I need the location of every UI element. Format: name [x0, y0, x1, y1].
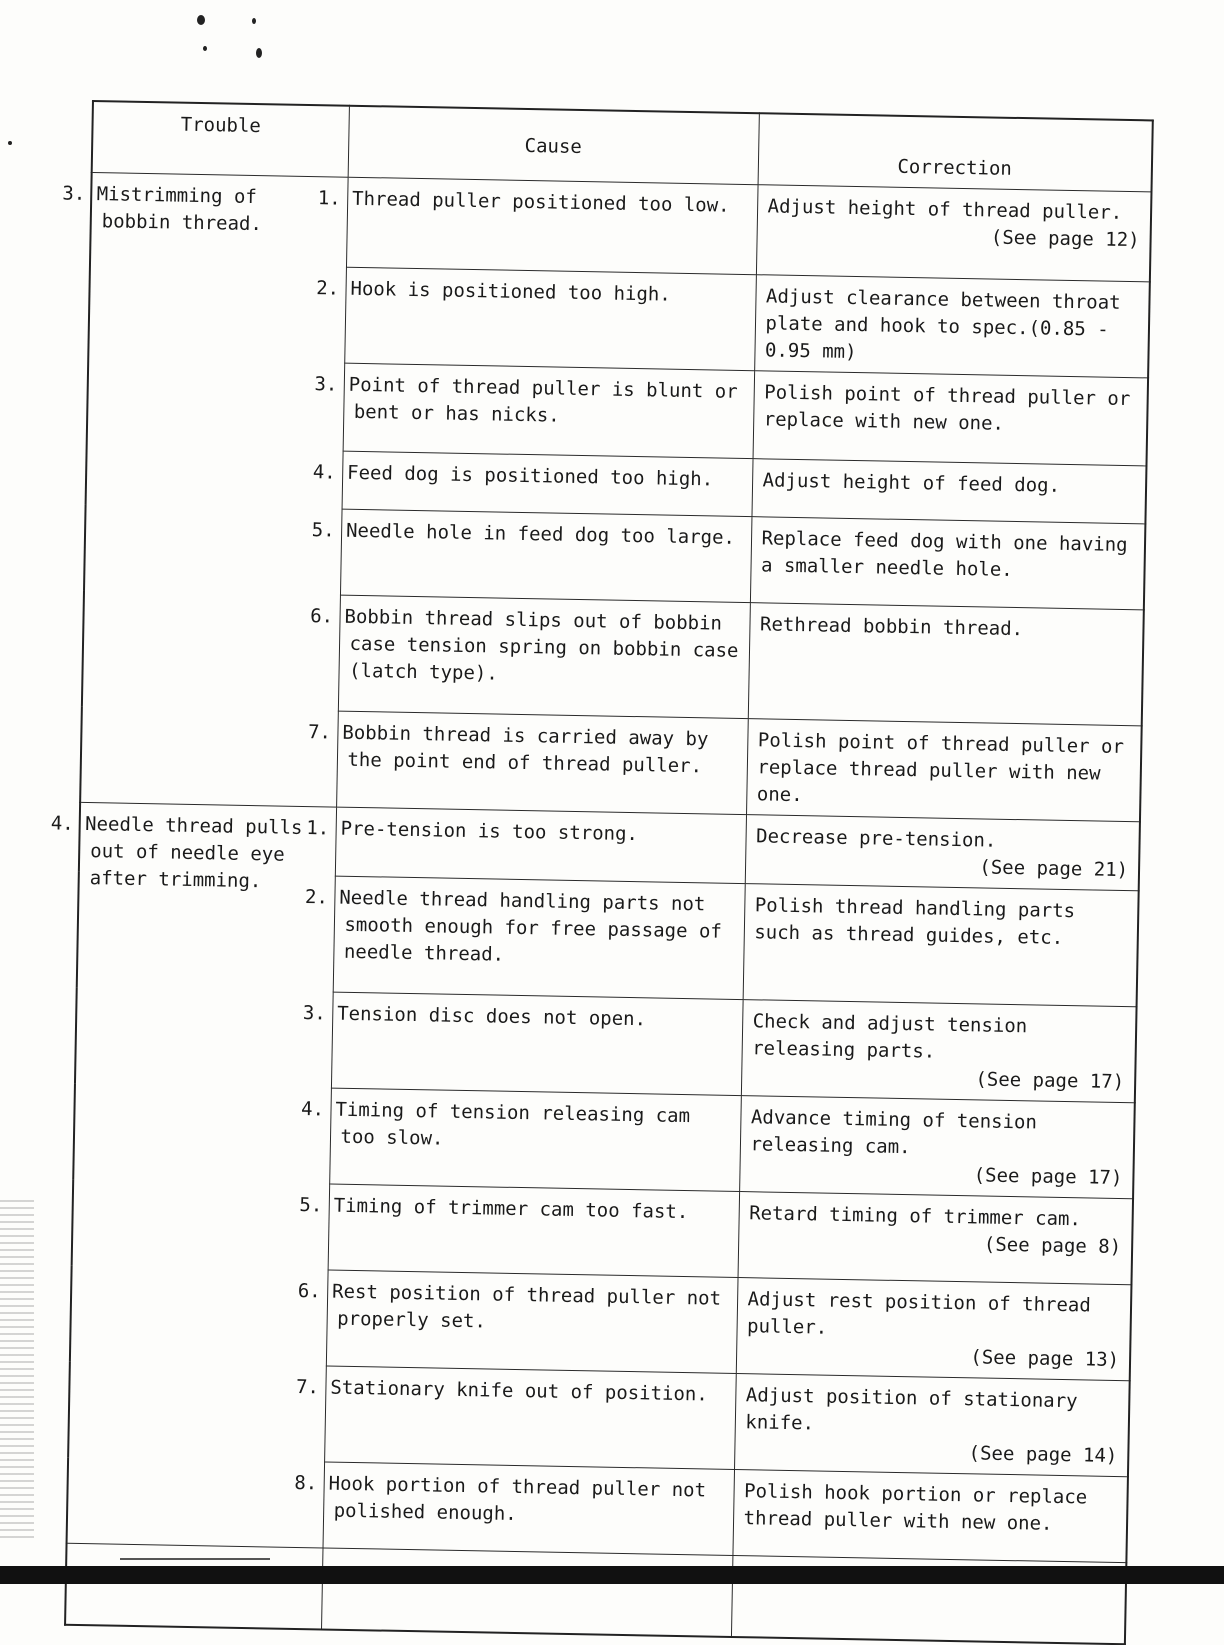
cause-cell: 8. Hook portion of thread puller not polished enough. — [323, 1462, 735, 1555]
scan-speck — [8, 141, 12, 145]
scan-speck — [256, 48, 262, 58]
trouble-cell: 4. Needle thread pulls out of needle eye after trimming. — [67, 802, 337, 1548]
cause-cell: 1. Thread puller positioned too low. — [346, 177, 758, 274]
scan-mark — [120, 1558, 270, 1560]
scan-edge-noise — [0, 1200, 34, 1540]
correction-text: Retard timing of trimmer cam. — [749, 1202, 1082, 1231]
page-reference: (See page 13) — [970, 1346, 1120, 1372]
header-cause: Cause — [348, 106, 759, 185]
correction-text: Adjust clearance between throat plate and hook to spec.(0.85 - 0.95 mm) — [764, 285, 1121, 364]
cause-cell: 2. Needle thread handling parts not smooth enough for free passage of needle thread. — [333, 876, 745, 999]
scan-bottom-edge — [0, 1566, 1224, 1584]
scan-speck — [197, 15, 205, 25]
correction-text: Check and adjust tension releasing parts. — [752, 1010, 1028, 1063]
cause-cell: 1. Pre-tension is too strong. — [335, 807, 746, 884]
table-row — [90, 173, 1151, 282]
correction-cell — [732, 1469, 1128, 1562]
correction-text: Decrease pre-tension. — [755, 825, 997, 852]
correction-cell — [746, 719, 1142, 822]
scan-speck — [203, 46, 207, 51]
trouble-cell: 3. Mistrimming of bobbin thread. — [80, 173, 348, 808]
correction-cell — [748, 603, 1144, 726]
cause-cell: 4. Feed dog is positioned too high. — [342, 451, 753, 517]
correction-cell — [756, 185, 1152, 282]
page-reference: (See page 12) — [990, 226, 1140, 252]
cause-cell: 3. Point of thread puller is blunt or bent or has nicks. — [343, 363, 755, 458]
correction-text: Adjust height of feed dog. — [762, 469, 1061, 497]
page-reference: (See page 17) — [975, 1068, 1125, 1094]
cause-cell: 6. Rest position of thread puller not properly set. — [326, 1270, 738, 1373]
correction-text: Polish point of thread puller or replace thread puller with new one. — [756, 729, 1125, 807]
correction-text: Polish hook portion or replace thread puller with new one. — [743, 1480, 1088, 1535]
page-reference: (See page 21) — [979, 856, 1129, 882]
correction-cell — [739, 1096, 1135, 1199]
correction-text: Polish point of thread puller or replace with new one. — [763, 381, 1131, 435]
empty-cell — [321, 1548, 732, 1637]
cause-cell: 7. Stationary knife out of position. — [324, 1366, 736, 1469]
correction-cell — [741, 1000, 1137, 1103]
page-reference: (See page 14) — [968, 1442, 1118, 1468]
cause-cell: 6. Bobbin thread slips out of bobbin case tension spring on bobbin case (latch type). — [338, 595, 750, 718]
page-reference: (See page 17) — [973, 1164, 1123, 1190]
correction-cell — [750, 517, 1146, 610]
correction-cell — [754, 275, 1150, 378]
troubleshooting-table — [50, 100, 1154, 1645]
correction-text: Adjust rest position of thread puller. — [746, 1288, 1091, 1339]
correction-text: Polish thread handling parts such as thread guides, etc. — [754, 894, 1076, 949]
correction-cell — [736, 1278, 1132, 1381]
correction-cell — [745, 815, 1140, 891]
cause-cell: 3. Tension disc does not open. — [331, 992, 743, 1095]
correction-cell — [734, 1374, 1130, 1477]
correction-text: Advance timing of tension releasing cam. — [750, 1106, 1038, 1159]
correction-text: Adjust height of thread puller. — [767, 195, 1123, 224]
page-reference: (See page 8) — [983, 1233, 1122, 1259]
header-correction: Correction — [758, 113, 1153, 192]
cause-cell: 4. Timing of tension releasing cam too slow. — [329, 1088, 741, 1191]
troubleshooting-sheet — [50, 100, 1152, 1559]
correction-text: Rethread bobbin thread. — [759, 613, 1024, 641]
empty-cell — [65, 1543, 322, 1629]
correction-cell — [743, 884, 1139, 1007]
correction-text: Adjust position of stationary knife. — [745, 1384, 1078, 1435]
correction-cell — [751, 459, 1146, 524]
cause-cell: 5. Needle hole in feed dog too large. — [340, 509, 752, 602]
header-trouble: Trouble — [92, 101, 349, 177]
cause-cell: 7. Bobbin thread is carried away by the point end of thread puller. — [336, 711, 748, 814]
correction-cell — [753, 371, 1149, 466]
cause-cell: 2. Hook is positioned too high. — [344, 267, 756, 370]
correction-cell — [738, 1192, 1134, 1285]
cause-cell: 5. Timing of trimmer cam too fast. — [328, 1184, 740, 1277]
scan-speck — [252, 18, 256, 24]
correction-text: Replace feed dog with one having a smaller needle hole. — [760, 527, 1128, 581]
